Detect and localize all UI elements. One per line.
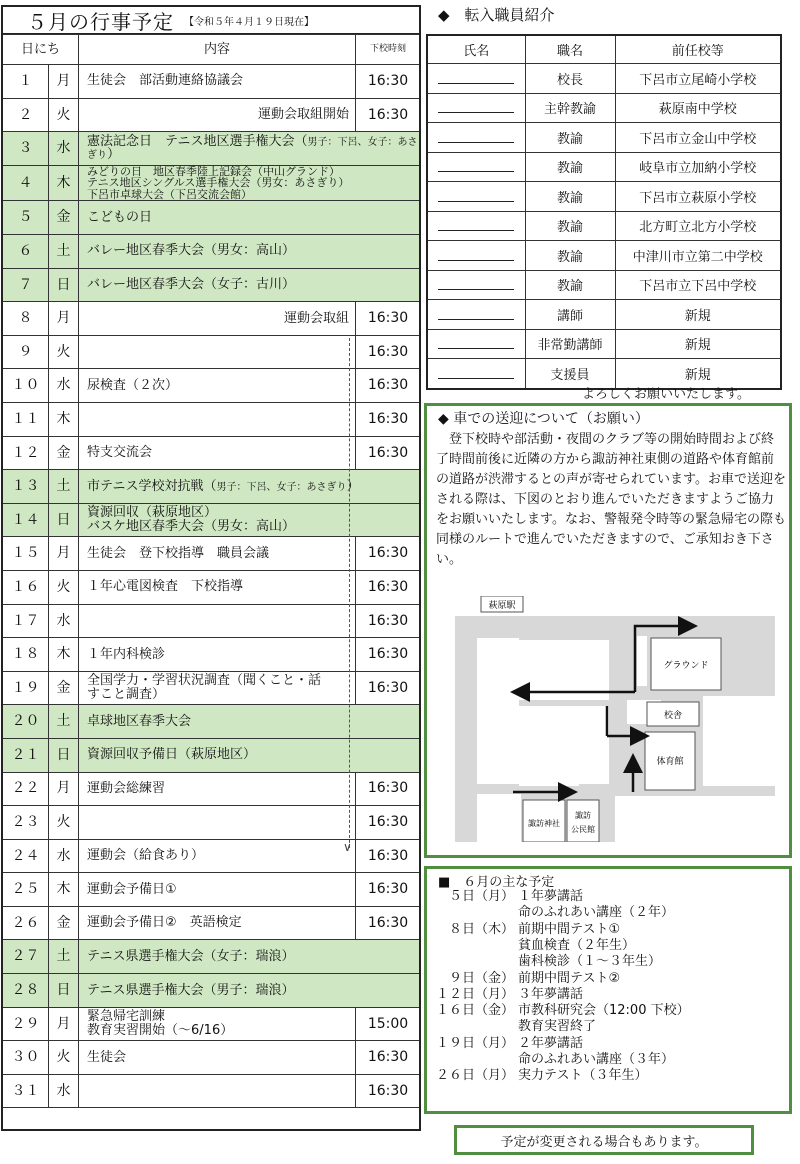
schedule-content [79, 503, 421, 537]
staff-prev: 岐阜市立加納小学校 [615, 152, 781, 182]
staff-role: 教諭 [525, 241, 615, 271]
schedule-content [79, 268, 421, 302]
staff-prev: 北方町立北方小学校 [615, 211, 781, 241]
name-blank-line [438, 216, 514, 231]
staff-name-blank [427, 329, 525, 359]
schedule-content-line3: ） [107, 147, 121, 163]
schedule-time: 16:30 [356, 302, 421, 336]
staff-row [427, 93, 781, 123]
block-thin [637, 636, 647, 686]
schedule-weekday: 木 [49, 638, 79, 672]
schedule-content-line1: テニス県選手権大会（男子：瑞浪） [87, 982, 295, 998]
schedule-content-line1: 運動会総練習 [87, 780, 166, 796]
schedule-content [79, 806, 356, 840]
schedule-content-line1: 生徒会 登下校指導 職員会議 [87, 545, 270, 561]
staff-row [427, 270, 781, 300]
schedule-content [79, 369, 356, 403]
schedule-title: ５月の行事予定 [27, 9, 174, 34]
schedule-day: ２５ [3, 873, 49, 907]
car-notice-title: ◆ 車での送迎について（お願い） [438, 411, 649, 427]
schedule-day: ５ [3, 201, 49, 235]
schedule-time: 16:30 [356, 570, 421, 604]
schedule-row [3, 738, 421, 772]
schedule-content-line1: バレー地区春季大会（女子：古川） [87, 277, 296, 293]
staff-thanks: よろしくお願いいたします。 [582, 387, 750, 402]
schedule-content-line2: 男子：下呂、女子：あさぎり [87, 136, 418, 162]
hall-block [567, 800, 599, 842]
name-blank-line [438, 275, 514, 290]
schedule-table [2, 34, 421, 1108]
schedule-row [3, 132, 421, 166]
schedule-weekday: 土 [49, 940, 79, 974]
schedule-time: 16:30 [356, 906, 421, 940]
schedule-content [79, 604, 356, 638]
schedule-content [79, 738, 421, 772]
schedule-row [3, 638, 421, 672]
schedule-weekday: 水 [49, 604, 79, 638]
schedule-content-line1: 資源回収予備日（萩原地区） [87, 747, 257, 763]
staff-role: 教諭 [525, 270, 615, 300]
schedule-weekday: 水 [49, 1074, 79, 1108]
schedule-content-line1: 全国学力・学習状況調査（聞くこと・話 [87, 673, 322, 689]
schedule-content-line2: テニス地区シングルス選手権大会（男女：あさぎり） [87, 176, 350, 190]
schedule-content [79, 235, 421, 269]
schedule-row [3, 806, 421, 840]
staff-prev: 中津川市立第二中学校 [615, 241, 781, 271]
schedule-row [3, 98, 421, 132]
schedule-content-line2: 男子：下呂、女子：あさぎり [216, 481, 347, 493]
schedule-content-line1: 市テニス学校対抗戦（ [87, 478, 217, 494]
schedule-row [3, 1074, 421, 1108]
hall-label-2: 公民館 [571, 825, 595, 834]
staff-prev: 新規 [615, 329, 781, 359]
staff-prev: 下呂市立尾崎小学校 [615, 64, 781, 94]
schedule-content-line1: 憲法記念日 テニス地区選手権大会（ [87, 133, 308, 149]
schedule-content [79, 302, 356, 336]
schedule-time: 16:30 [356, 1041, 421, 1075]
schedule-day: ２ [3, 98, 49, 132]
staff-name-blank [427, 359, 525, 389]
staff-row [427, 123, 781, 153]
schedule-time: 16:30 [356, 98, 421, 132]
june-event: 命のふれあい講座（２年） [518, 905, 675, 921]
school-label: 校舎 [663, 711, 683, 721]
block-left [477, 638, 519, 784]
schedule-content-line1: 資源回収（萩原地区） [87, 505, 218, 521]
schedule-content-line1: 運動会予備日① [87, 881, 177, 897]
june-event: １年夢講話 [518, 889, 584, 904]
schedule-weekday: 金 [49, 671, 79, 705]
schedule-row [3, 671, 421, 705]
staff-name-blank [427, 64, 525, 94]
schedule-content-line3: 下呂市卓球大会（下呂交流会館） [87, 187, 253, 201]
schedule-row [3, 503, 421, 537]
schedule-weekday: 日 [49, 503, 79, 537]
name-blank-line [438, 334, 514, 349]
schedule-row [3, 604, 421, 638]
staff-role: 教諭 [525, 182, 615, 212]
schedule-content-line1: 特支交流会 [87, 445, 153, 461]
name-blank-line [438, 98, 514, 113]
schedule-day: ２７ [3, 940, 49, 974]
schedule-weekday: 日 [49, 268, 79, 302]
staff-name-blank [427, 152, 525, 182]
schedule-weekday: 月 [49, 1007, 79, 1041]
schedule-time: 16:30 [356, 537, 421, 571]
schedule-weekday: 木 [49, 402, 79, 436]
schedule-weekday: 金 [49, 906, 79, 940]
schedule-row [3, 570, 421, 604]
schedule-day: １８ [3, 638, 49, 672]
schedule-content-line1: 緊急帰宅訓練 [87, 1009, 166, 1025]
schedule-header-content: 内容 [79, 35, 356, 65]
schedule-time: 16:30 [356, 839, 421, 873]
schedule-content-line1: 運動会予備日② 英語検定 [87, 915, 242, 931]
schedule-day: ９ [3, 335, 49, 369]
schedule-day: ２１ [3, 738, 49, 772]
schedule-content [79, 402, 356, 436]
schedule-content-line1: １年心電図検査 下校指導 [87, 579, 244, 595]
staff-row [427, 241, 781, 271]
june-event: ３年夢講話 [518, 986, 584, 1002]
june-date: ８日（木） [448, 921, 514, 937]
schedule-row [3, 974, 421, 1008]
june-date: ２６日（月） [435, 1068, 514, 1084]
schedule-content-line1: テニス県選手権大会（女子：瑞浪） [87, 948, 295, 964]
schedule-content [79, 98, 356, 132]
schedule-weekday: 月 [49, 302, 79, 336]
schedule-day: ２９ [3, 1007, 49, 1041]
staff-table [426, 34, 782, 390]
june-event: 前期中間テスト① [518, 921, 621, 937]
staff-role: 主幹教諭 [525, 93, 615, 123]
staff-role: 校長 [525, 64, 615, 94]
schedule-row [3, 235, 421, 269]
staff-prev: 下呂市立金山中学校 [615, 123, 781, 153]
staff-name-blank [427, 270, 525, 300]
schedule-day: ３０ [3, 1041, 49, 1075]
block-bottom-right [615, 796, 775, 842]
schedule-content [79, 772, 356, 806]
staff-prev: 新規 [615, 359, 781, 389]
schedule-day: １３ [3, 470, 49, 504]
schedule-day: ２４ [3, 839, 49, 873]
name-blank-line [438, 128, 514, 143]
schedule-weekday: 水 [49, 132, 79, 166]
schedule-content-line1: 運動会（給食あり） [87, 848, 205, 864]
staff-row [427, 64, 781, 94]
june-date: ５日（月） [448, 889, 514, 904]
schedule-row [3, 537, 421, 571]
schedule-weekday: 日 [49, 738, 79, 772]
schedule-day: １０ [3, 369, 49, 403]
station-label: 萩原駅 [488, 601, 516, 611]
name-blank-line [438, 69, 514, 84]
hall-label-1: 諏訪 [575, 811, 591, 820]
schedule-row [3, 940, 421, 974]
staff-header-prev: 前任校等 [615, 35, 781, 64]
schedule-content-line1: １年内科検診 [87, 646, 166, 662]
block-bottom-left [477, 794, 521, 842]
schedule-weekday: 土 [49, 705, 79, 739]
name-blank-line [438, 187, 514, 202]
shrine-label: 諏訪神社 [528, 819, 560, 828]
schedule-time: 16:30 [356, 436, 421, 470]
schedule-content-line1: こどもの日 [87, 209, 153, 225]
schedule-weekday: 金 [49, 201, 79, 235]
schedule-day: ３ [3, 132, 49, 166]
staff-name-blank [427, 241, 525, 271]
schedule-day: ２０ [3, 705, 49, 739]
schedule-weekday: 日 [49, 974, 79, 1008]
schedule-time: 16:30 [356, 671, 421, 705]
schedule-time: 16:30 [356, 638, 421, 672]
schedule-day: ２６ [3, 906, 49, 940]
schedule-day: ７ [3, 268, 49, 302]
schedule-time: 16:30 [356, 402, 421, 436]
schedule-weekday: 水 [49, 369, 79, 403]
schedule-content [79, 705, 421, 739]
schedule-day: １９ [3, 671, 49, 705]
name-blank-line [438, 246, 514, 261]
schedule-content [79, 132, 421, 166]
june-event: 市教科研究会（12:00 下校） [518, 1003, 690, 1019]
staff-role: 非常勤講師 [525, 329, 615, 359]
schedule-weekday: 土 [49, 235, 79, 269]
staff-name-blank [427, 211, 525, 241]
schedule-content [79, 638, 356, 672]
schedule-time: 16:30 [356, 369, 421, 403]
schedule-content [79, 974, 421, 1008]
schedule-content-line1: みどりの日 地区春季陸上記録会（中山グランド） [87, 164, 341, 178]
staff-row [427, 300, 781, 330]
staff-prev: 新規 [615, 300, 781, 330]
schedule-content [79, 436, 356, 470]
staff-title: ◆ 転入職員紹介 [438, 6, 555, 24]
schedule-day: １１ [3, 402, 49, 436]
schedule-row [3, 906, 421, 940]
schedule-content-line1: バレー地区春季大会（男女：高山） [87, 243, 296, 259]
schedule-content-line1: 運動会取組開始 [258, 107, 350, 123]
staff-prev: 下呂市立下呂中学校 [615, 270, 781, 300]
schedule-weekday: 火 [49, 1041, 79, 1075]
staff-role: 教諭 [525, 211, 615, 241]
schedule-asof: 【令和５年４月１９日現在】 [184, 16, 314, 28]
schedule-weekday: 火 [49, 806, 79, 840]
name-blank-line [438, 157, 514, 172]
schedule-row [3, 201, 421, 235]
schedule-weekday: 金 [49, 436, 79, 470]
route-map [455, 596, 775, 842]
schedule-row [3, 873, 421, 907]
staff-row [427, 211, 781, 241]
june-event: ２年夢講話 [518, 1035, 584, 1051]
schedule-weekday: 火 [49, 98, 79, 132]
staff-name-blank [427, 123, 525, 153]
schedule-content [79, 201, 421, 235]
change-notice: 予定が変更される場合もあります。 [454, 1125, 754, 1155]
schedule-content [79, 570, 356, 604]
schedule-row [3, 369, 421, 403]
schedule-content [79, 873, 356, 907]
schedule-day: １２ [3, 436, 49, 470]
schedule-header-row [3, 35, 421, 65]
june-title: ■ ６月の主な予定 [438, 875, 555, 890]
schedule-row [3, 1041, 421, 1075]
schedule-content [79, 165, 421, 201]
schedule-time: 16:30 [356, 1074, 421, 1108]
schedule-day: ４ [3, 165, 49, 201]
schedule-row [3, 470, 421, 504]
name-blank-line [438, 305, 514, 320]
gym-label: 体育館 [656, 757, 684, 767]
staff-role: 教諭 [525, 123, 615, 153]
schedule-day: ６ [3, 235, 49, 269]
car-notice-text: 登下校時や部活動・夜間のクラブ等の開始時間および終了時間前後に近隣の方から諏訪神社東側の道路や体育館前の道路が渋滞するとの声が寄せられています。お車で送迎をされる際は、下図のとおり進んでいただきますようご協力をお願いいたします。なお、警報発令時等の緊急帰宅の際も同様のルートで進んでいただきますので、ご承知おき下さい。 [436, 432, 786, 567]
schedule-day: ２２ [3, 772, 49, 806]
schedule-content [79, 470, 421, 504]
june-date: ９日（金） [448, 970, 514, 986]
schedule-content [79, 1007, 356, 1041]
staff-name-blank [427, 93, 525, 123]
june-event: 実力テスト（３年生） [518, 1068, 648, 1084]
schedule-content-line2: バスケ地区春季大会（男女：高山） [87, 519, 296, 535]
staff-header-name: 氏名 [427, 35, 525, 64]
name-blank-line [438, 364, 514, 379]
schedule-weekday: 木 [49, 165, 79, 201]
schedule-row [3, 402, 421, 436]
schedule-time: 16:30 [356, 772, 421, 806]
june-event: 命のふれあい講座（３年） [518, 1052, 675, 1067]
schedule-content-line1: 生徒会 [87, 1049, 127, 1065]
schedule-content [79, 65, 356, 99]
schedule-row [3, 165, 421, 201]
schedule-day: １４ [3, 503, 49, 537]
staff-header-role: 職名 [525, 35, 615, 64]
schedule-header-time: 下校時刻 [356, 35, 421, 65]
schedule-row [3, 705, 421, 739]
schedule-content [79, 671, 356, 705]
schedule-day: ８ [3, 302, 49, 336]
june-date: １２日（月） [435, 986, 514, 1002]
schedule-content-line2: すこと調査） [87, 687, 166, 703]
staff-prev: 萩原南中学校 [615, 93, 781, 123]
schedule-row [3, 268, 421, 302]
schedule-content [79, 335, 356, 369]
schedule-content-line3: ） [346, 478, 360, 494]
staff-role: 支援員 [525, 359, 615, 389]
staff-name-blank [427, 300, 525, 330]
block-lower [519, 756, 579, 786]
schedule-content-line1: 運動会取組 [284, 310, 350, 326]
schedule-time: 15:00 [356, 1007, 421, 1041]
schedule-day: １ [3, 65, 49, 99]
schedule-content [79, 537, 356, 571]
schedule-row [3, 1007, 421, 1041]
dashed-arrow-line [349, 338, 350, 848]
schedule-weekday: 火 [49, 570, 79, 604]
schedule-content [79, 1041, 356, 1075]
schedule-content-line1: 卓球地区春季大会 [87, 713, 192, 729]
schedule-day: １６ [3, 570, 49, 604]
staff-role: 教諭 [525, 152, 615, 182]
schedule-time: 16:30 [356, 806, 421, 840]
schedule-content [79, 906, 356, 940]
schedule-time: 16:30 [356, 335, 421, 369]
schedule-day: １５ [3, 537, 49, 571]
ground-label: グラウンド [663, 661, 709, 671]
staff-row [427, 329, 781, 359]
june-event: 貧血検査（２年生） [518, 937, 636, 953]
schedule-row [3, 436, 421, 470]
staff-prev: 下呂市立萩原小学校 [615, 182, 781, 212]
schedule-day: ２３ [3, 806, 49, 840]
schedule-day: ３１ [3, 1074, 49, 1108]
schedule-content [79, 839, 356, 873]
schedule-weekday: 水 [49, 839, 79, 873]
schedule-day: ２８ [3, 974, 49, 1008]
schedule-row [3, 839, 421, 873]
staff-row [427, 182, 781, 212]
schedule-weekday: 土 [49, 470, 79, 504]
june-date: １６日（金） [435, 1003, 514, 1019]
block-right [703, 696, 775, 786]
dashed-arrow-head: ∨ [343, 840, 352, 854]
schedule-time: 16:30 [356, 604, 421, 638]
schedule-weekday: 火 [49, 335, 79, 369]
schedule-row [3, 302, 421, 336]
schedule-weekday: 月 [49, 772, 79, 806]
schedule-content-line2: 教育実習開始（～6/16） [87, 1022, 234, 1038]
schedule-content [79, 940, 421, 974]
june-event: 前期中間テスト② [518, 970, 621, 986]
schedule-time: 16:30 [356, 873, 421, 907]
staff-row [427, 152, 781, 182]
schedule-weekday: 木 [49, 873, 79, 907]
schedule-header-day: 日にち [3, 35, 79, 65]
june-event: 教育実習終了 [518, 1019, 597, 1035]
schedule-content-line1: 尿検査（２次） [87, 377, 179, 393]
june-date: １９日（月） [435, 1035, 514, 1051]
schedule-time: 16:30 [356, 65, 421, 99]
schedule-weekday: 月 [49, 537, 79, 571]
schedule-row [3, 772, 421, 806]
schedule-title-bar [2, 6, 420, 34]
schedule-weekday: 月 [49, 65, 79, 99]
staff-role: 講師 [525, 300, 615, 330]
staff-header-row [427, 35, 781, 64]
schedule-row [3, 65, 421, 99]
june-event: 歯科検診（１～３年生） [518, 954, 662, 970]
staff-name-blank [427, 182, 525, 212]
schedule-row [3, 335, 421, 369]
schedule-content [79, 1074, 356, 1108]
schedule-content-line1: 生徒会 部活動連絡協議会 [87, 73, 244, 89]
schedule-day: １７ [3, 604, 49, 638]
